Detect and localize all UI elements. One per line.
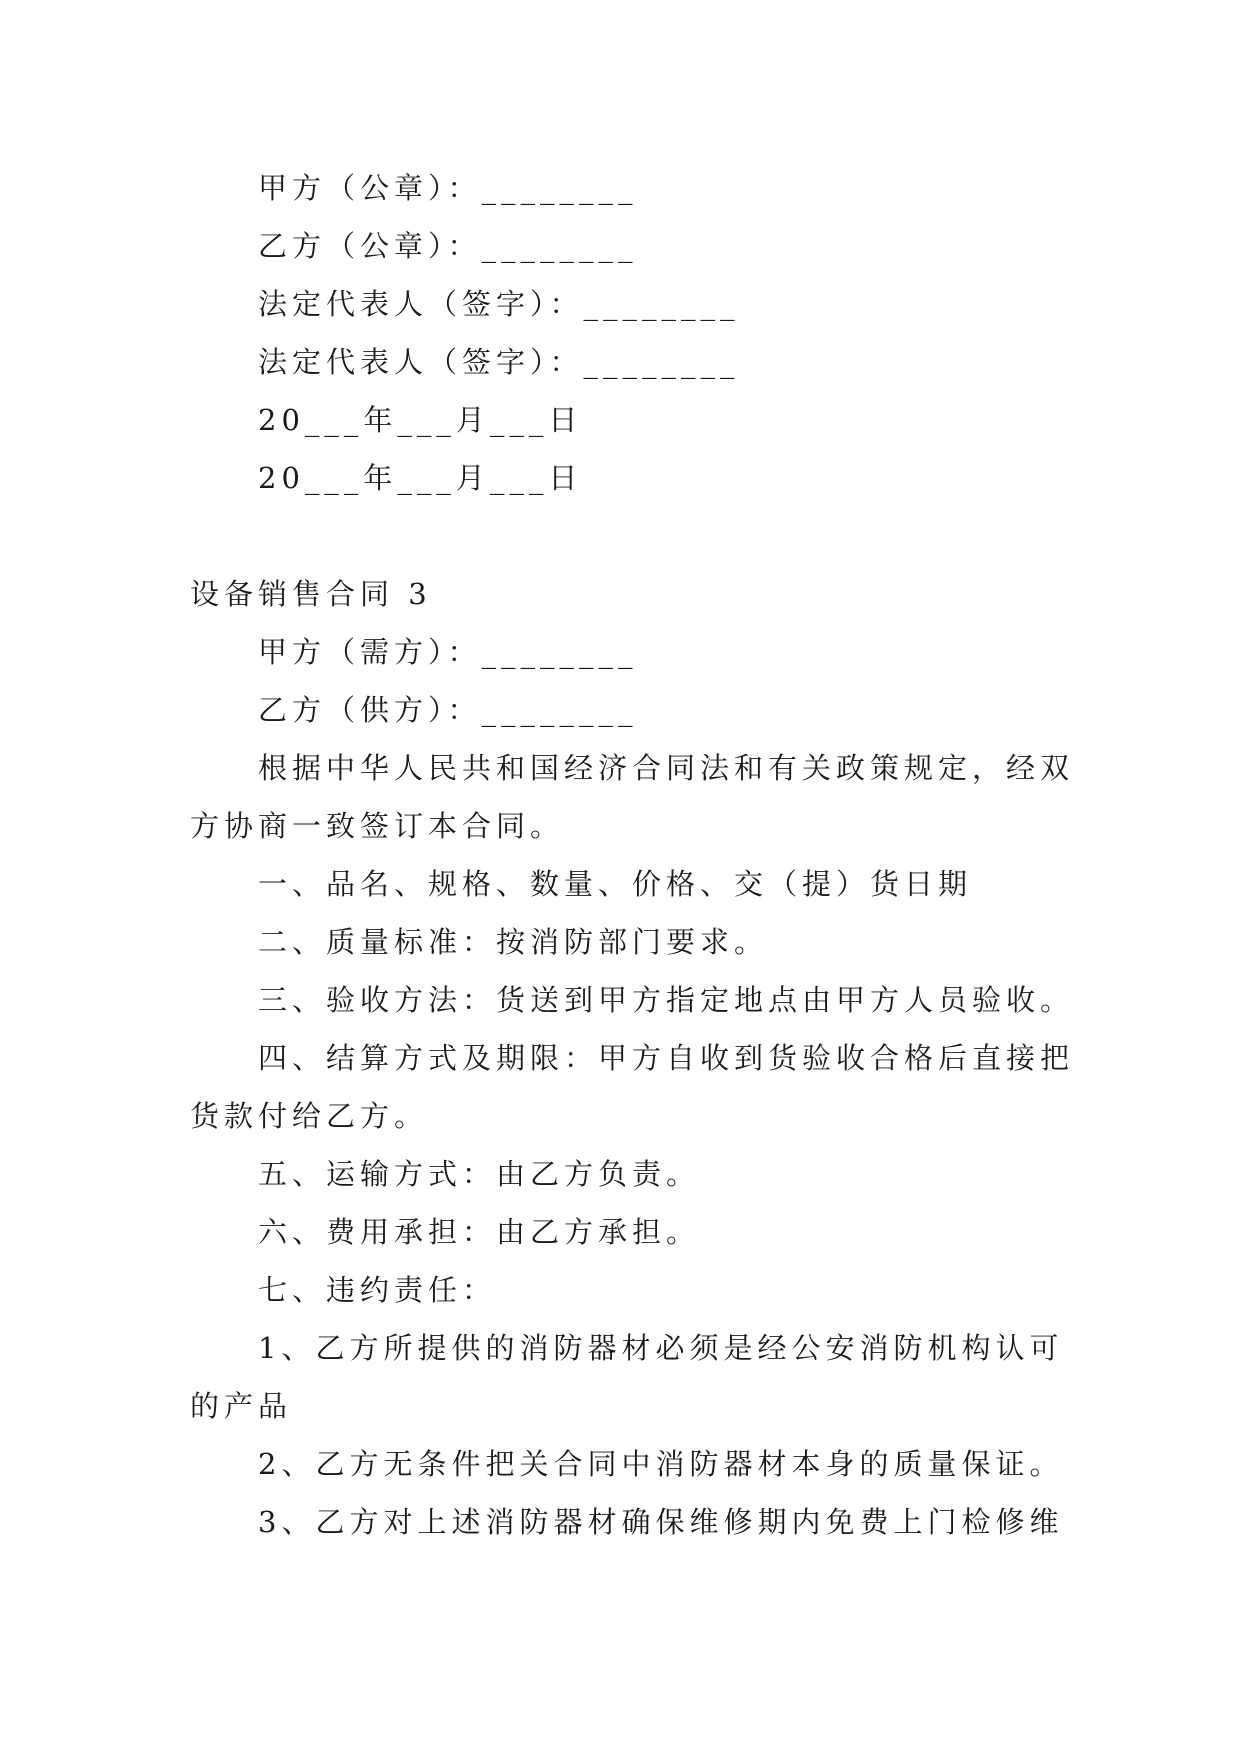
contract-title: 设备销售合同 3 bbox=[190, 577, 432, 611]
preamble-line-2: 方协商一致签订本合同。 bbox=[190, 809, 565, 843]
legal-rep-sign-line-2: 法定代表人（签字）：________ bbox=[258, 345, 740, 379]
clause-4-line-2: 货款付给乙方。 bbox=[190, 1099, 429, 1133]
legal-rep-sign-line-1: 法定代表人（签字）：________ bbox=[258, 287, 740, 321]
clause-1: 一、品名、规格、数量、价格、交（提）货日期 bbox=[258, 867, 973, 901]
liability-item-1-line-2: 的产品 bbox=[190, 1389, 293, 1423]
clause-6: 六、费用承担：由乙方承担。 bbox=[258, 1215, 701, 1249]
clause-5: 五、运输方式：由乙方负责。 bbox=[258, 1157, 701, 1191]
clause-3: 三、验收方法：货送到甲方指定地点由甲方人员验收。 bbox=[258, 983, 1075, 1017]
party-b-seal-line: 乙方（公章）：________ bbox=[258, 229, 638, 263]
party-b-seller-line: 乙方（供方）：________ bbox=[258, 693, 638, 727]
liability-item-3: 3、乙方对上述消防器材确保维修期内免费上门检修维 bbox=[258, 1505, 1064, 1539]
party-a-seal-line: 甲方（公章）：________ bbox=[258, 171, 638, 205]
liability-item-2: 2、乙方无条件把关合同中消防器材本身的质量保证。 bbox=[258, 1447, 1064, 1481]
clause-7: 七、违约责任： bbox=[258, 1273, 497, 1307]
clause-4-line-1: 四、结算方式及期限：甲方自收到货验收合格后直接把 bbox=[258, 1041, 1075, 1075]
date-line-1: 20___年___月___日 bbox=[258, 403, 583, 437]
date-line-2: 20___年___月___日 bbox=[258, 461, 583, 495]
clause-2: 二、质量标准：按消防部门要求。 bbox=[258, 925, 769, 959]
preamble-line-1: 根据中华人民共和国经济合同法和有关政策规定，经双 bbox=[258, 751, 1075, 785]
party-a-buyer-line: 甲方（需方）：________ bbox=[258, 635, 638, 669]
liability-item-1-line-1: 1、乙方所提供的消防器材必须是经公安消防机构认可 bbox=[258, 1331, 1064, 1365]
